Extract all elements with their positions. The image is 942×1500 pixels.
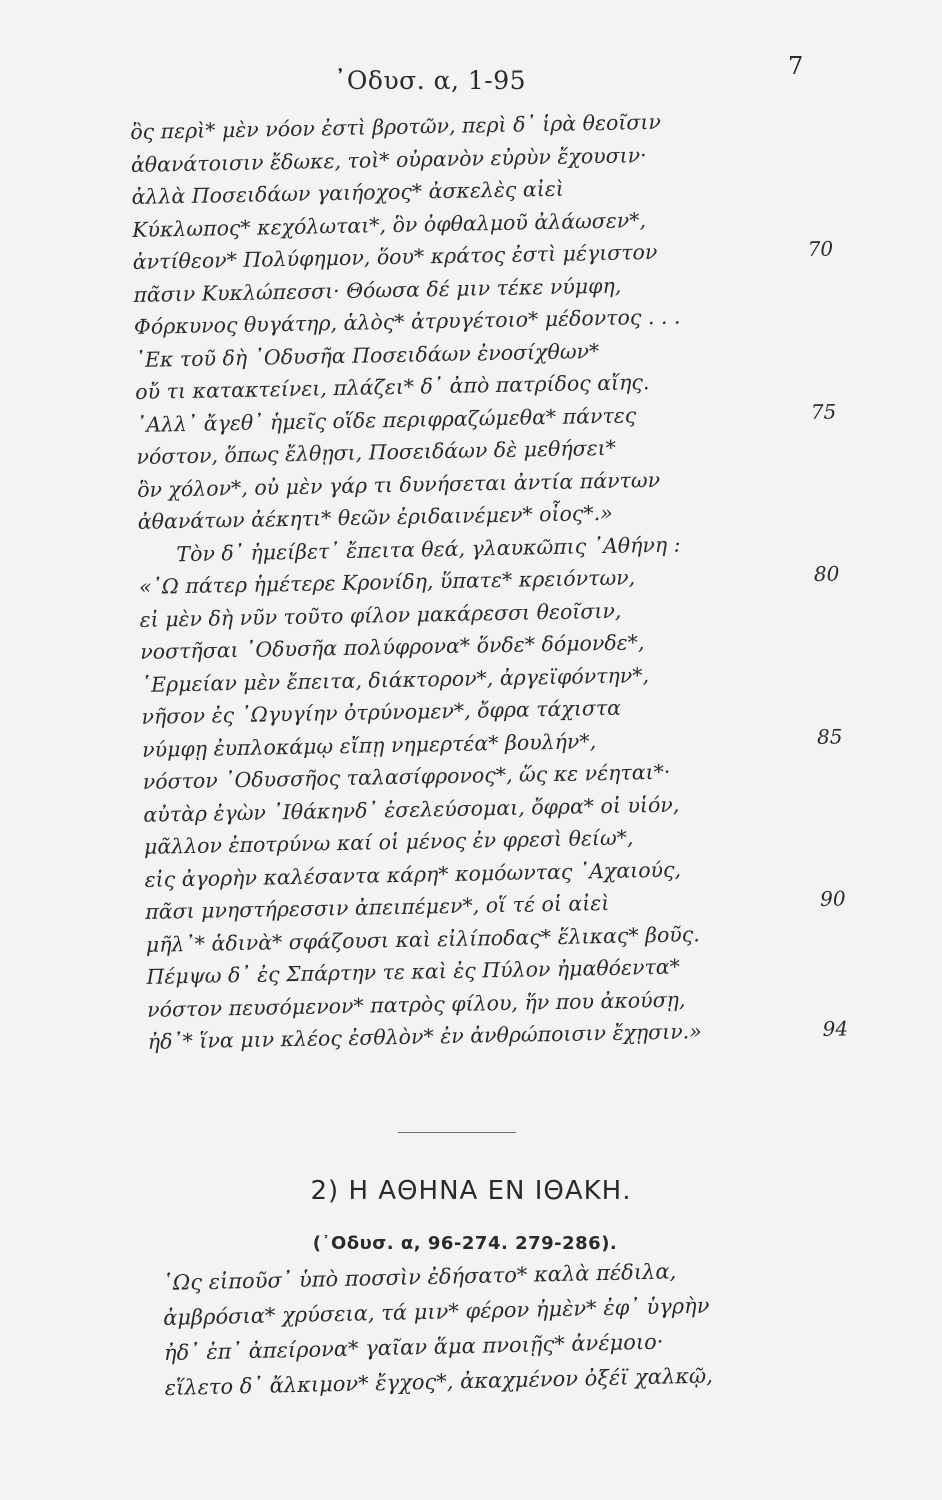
verse-line: ῾Ως εἰποῦσ᾿ ὑπὸ ποσσὶν ἐδήσατο* καλὰ πέδιλα, <box>162 1259 677 1295</box>
verse-line: νοστῆσαι ᾿Οδυσῆα πολύφρονα* ὅνδε* δόμονδε*, <box>140 630 645 664</box>
verse-line: ὃς περὶ* μὲν νόον ἐστὶ βροτῶν, περὶ δ᾿ ἱρὰ θεοῖσιν <box>130 109 662 144</box>
page-number: 7 <box>788 52 804 80</box>
verse-line: ἠδ᾿ ἐπ᾿ ἀπείρονα* γαῖαν ἅμα πνοιῇς* ἀνέμοιο· <box>163 1329 664 1365</box>
verse-line: ἀλλὰ Ποσειδάων γαιήοχος* ἀσκελὲς αἰεὶ <box>131 176 565 209</box>
verse-line: νόστον πευσόμενον* πατρὸς φίλου, ἥν που ἀκούσῃ, <box>146 987 686 1022</box>
line-number: 90 <box>819 886 846 911</box>
verse-line: νόστον ᾿Οδυσσῆος ταλασίφρονος*, ὥς κε νέηται*· <box>142 759 671 794</box>
verse-line: οὔ τι κατακτείνει, πλάζει* δ᾿ ἀπὸ πατρίδος αἴης. <box>135 370 650 404</box>
verse-line: νόστον, ὅπως ἔλθῃσι, Ποσειδάων δὲ μεθήσει* <box>136 435 617 469</box>
verse-line: ἀμβρόσια* χρύσεια, τά μιν* φέρον ἠμὲν* ἐφ᾿ ὑγρὴν <box>162 1293 710 1330</box>
line-number: 94 <box>822 1016 849 1041</box>
verse-text: ἀντίθεον* Πολύφημον, ὅου* κράτος ἐστὶ μέγιστον <box>132 239 658 274</box>
verse-text: «᾿Ω πάτερ ἡμέτερε Κρονίδη, ὕπατε* κρειόντων, <box>138 565 636 599</box>
verse-text: ᾿Αλλ᾿ ἄγεθ᾿ ἡμεῖς οἵδε περιφραζώμεθα* πάντες <box>135 402 637 437</box>
running-header: ᾿Οδυσ. α, 1-95 <box>333 66 527 95</box>
verse-line: πᾶσιν Κυκλώπεσσι· Θόωσα δέ μιν τέκε νύμφη, <box>133 273 622 307</box>
section-reference: (᾿Οδυσ. α, 96-274. 279-286). <box>312 1233 618 1254</box>
verse-line: Τὸν δ᾿ ἠμείβετ᾿ ἔπειτα θεά, γλαυκῶπις ᾿Αθήνη : <box>176 532 681 566</box>
verse-line: Κύκλωπος* κεχόλωται*, ὃν ὀφθαλμοῦ ἀλάωσεν*, <box>131 207 647 242</box>
verse-line: ἀθανάτοισιν ἔδωκε, τοὶ* οὐρανὸν εὐρὺν ἔχουσιν· <box>130 142 647 177</box>
verse-line: εἵλετο δ᾿ ἄλκιμον* ἔγχος*, ἀκαχμένον ὀξέϊ χαλκῷ, <box>164 1363 714 1400</box>
verse-text: ἠδ᾿* ἵνα μιν κλέος ἐσθλὸν* ἐν ἀνθρώποισιν ἔχῃσιν.» <box>147 1019 702 1054</box>
line-number: 75 <box>810 398 837 424</box>
verse-line: Πέμψω δ᾿ ἐς Σπάρτην τε καὶ ἐς Πύλον ἠμαθόεντα* <box>146 954 681 989</box>
section-heading: 2) Η ΑΘΗΝΑ ΕΝ ΙΘΑΚΗ. <box>310 1176 632 1206</box>
verse-line: ὃν χόλον*, οὐ μὲν γάρ τι δυνήσεται ἀντία πάντων <box>136 467 661 502</box>
line-number: 85 <box>816 723 843 749</box>
verse-line: ἀθανάτων ἀέκητι* θεῶν ἐριδαινέμεν* οἶος*.» <box>137 500 613 534</box>
section-divider <box>398 1132 516 1133</box>
verse-passage-1 <box>130 104 849 1058</box>
verse-line: ᾿Εκ τοῦ δὴ ᾿Οδυσῆα Ποσειδάων ἐνοσίχθων* <box>134 338 600 372</box>
verse-line: μᾶλλον ἐποτρύνω καί οἱ μένος ἐν φρεσὶ θείω*, <box>143 825 634 859</box>
verse-line: ῾Ερμείαν μὲν ἔπειτα, διάκτορον*, ἀργεϊφόντην*, <box>140 662 650 697</box>
line-number: 70 <box>807 236 834 262</box>
verse-line: αὐτὰρ ἐγὼν ᾿Ιθάκηνδ᾿ ἐσελεύσομαι, ὄφρα* οἱ υἱόν, <box>143 792 680 827</box>
line-number: 80 <box>813 561 840 586</box>
verse-passage-2 <box>162 1252 775 1406</box>
verse-line: μῆλ᾿* ἁδινὰ* σφάζουσι καὶ εἰλίποδας* ἕλικας* βοῦς. <box>145 921 700 957</box>
verse-line: Φόρκυνος θυγάτηρ, ἁλὸς* ἀτρυγέτοιο* μέδοντος . . . <box>133 304 681 339</box>
verse-text: πᾶσι μνηστήρεσσιν ἀπειπέμεν*, οἵ τέ οἱ αἰεὶ <box>145 890 610 924</box>
verse-text: νύμφῃ ἐυπλοκάμῳ εἴπῃ νημερτέα* βουλήν*, <box>141 728 597 762</box>
verse-line: εἰς ἀγορὴν καλέσαντα κάρη* κομόωντας ᾿Αχαιούς, <box>144 857 682 892</box>
verse-line: νῆσον ἐς ᾿Ωγυγίην ὀτρύνομεν*, ὄφρα τάχιστα <box>141 695 622 729</box>
verse-line: εἰ μὲν δὴ νῦν τοῦτο φίλον μακάρεσσι θεοῖσιν, <box>139 598 622 632</box>
